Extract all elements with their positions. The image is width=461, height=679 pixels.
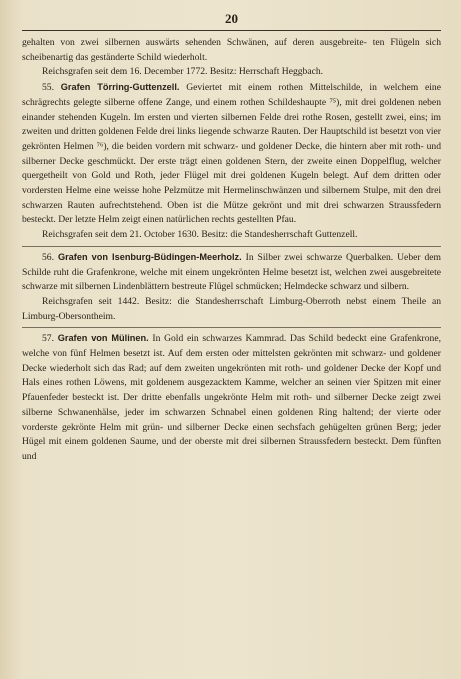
entry-55-grafen: Reichsgrafen seit dem 21. October 1630. Besitz: die Standesherrschaft Guttenzell. (42, 229, 358, 241)
entry-55 (22, 80, 441, 228)
divider (22, 327, 441, 328)
entry-number: 57. (42, 333, 54, 345)
text-line: gehalten von zwei silbernen auswärts sehenden Schwänen, auf deren ausgebreite- (22, 37, 367, 48)
entry-number: 55. (42, 82, 54, 94)
entry-text: In Gold ein schwarzes Kammrad. Das Schild bedeckt eine Grafenkrone, welche von fünf Helmen besetzt ist. Auf dem ersten oder mittelsten gekrönten mit schwarz- und goldener Decke wiederholt sich das Rad; auf dem zweiten ungekrönten mit roth- und goldener Decke der Kopf und Hals eines rothen Löwens, mit goldenem ausgezacktem Kamme, welcher an seinen vier Spitzen mit einer Pfauenfeder besteckt ist. Der dritte ebenfalls ungekrönte Helm mit roth- und silberner Decke zeigt zwei silberne Schwanenhälse, jeder im schwarzen Schnabel einen goldenen Ring haltend; der vierte oder vorderste gekrönte Helm mit grün- und silberner Decke einen sechsfach gehügelten grünen Berg; jeder Hügel mit einem goldenen Saume, und der oberste mit drei silbernen Straussfedern besteckt. Dem fünften und (22, 333, 441, 462)
entry-title: Grafen von Mülinen. (57, 333, 149, 344)
paragraph-continuation (22, 36, 441, 65)
page-number: 20 (225, 11, 238, 26)
page-body (22, 36, 441, 671)
entry-57 (22, 331, 441, 464)
entry-title: Grafen von Isenburg-Büdingen-Meerholz. (57, 251, 242, 262)
entry-number: 56. (42, 251, 54, 263)
text-line: ten Flügeln sich scheibenartig das geständerte Schild wiederholt. (22, 37, 441, 63)
entry-56 (22, 250, 441, 295)
paragraph-grafen-heggbach: Reichsgrafen seit dem 16. December 1772. Besitz: Herrschaft Heggbach. (42, 66, 324, 78)
entry-text: In Silber zwei schwarze Querbalken. Ueber dem Schilde ruht die Grafenkrone, welche mit einem ungekrönten Helme besetzt ist, welchen zwei ausgebreitete schwarze mit silbernen Lindenblättern bestreute Flügel schmücken; Helmdecke schwarz und silbern. (22, 251, 442, 293)
divider (22, 246, 441, 247)
entry-title: Grafen Törring-Guttenzell. (60, 82, 180, 93)
entry-56-grafen: Reichsgrafen seit 1442. Besitz: die Standesherrschaft Limburg-Oberroth nebst einem Theile an Limburg-Obersontheim. (22, 295, 441, 322)
page-header (22, 8, 441, 31)
entry-text: Geviertet mit einem rothen Mittelschilde, in welchem eine schrägrechts gelegte silberne offene Zange, und einem rothen Schildeshaupte ⁷⁵), mit drei goldenen neben einander stehenden Kugeln. Im ersten und vierten silbernen Felde drei rothe Rosen, gestellt zwei, eins; im zweiten und dritten goldenen Felde drei links liegende schwarze Rauten. Der Hauptschild ist besetzt von vier gekrönten Helmen ⁷⁶), die beiden vordern mit schwarz- und goldener Decke, die hintern aber mit roth- und silberner Decke geschmückt. Der erste trägt einen goldenen Stern, der zweite einen Doppelflug, welcher quergetheilt von Gold und Roth, jeder Flügel mit drei goldenen Kugeln belegt. Auf dem dritten oder vordersten Helme eine weisse hohe Pelzmütze mit Hermelinschwänzen und silbernem Stulpe, mit den drei schwarzen Rauten aufrechtstehend. Oben ist die Mütze gekrönt und mit drei schwarzen Straussfedern besteckt. Der letzte Helm zeigt einen natürlichen rechts gestellten Pfau. (22, 82, 441, 226)
